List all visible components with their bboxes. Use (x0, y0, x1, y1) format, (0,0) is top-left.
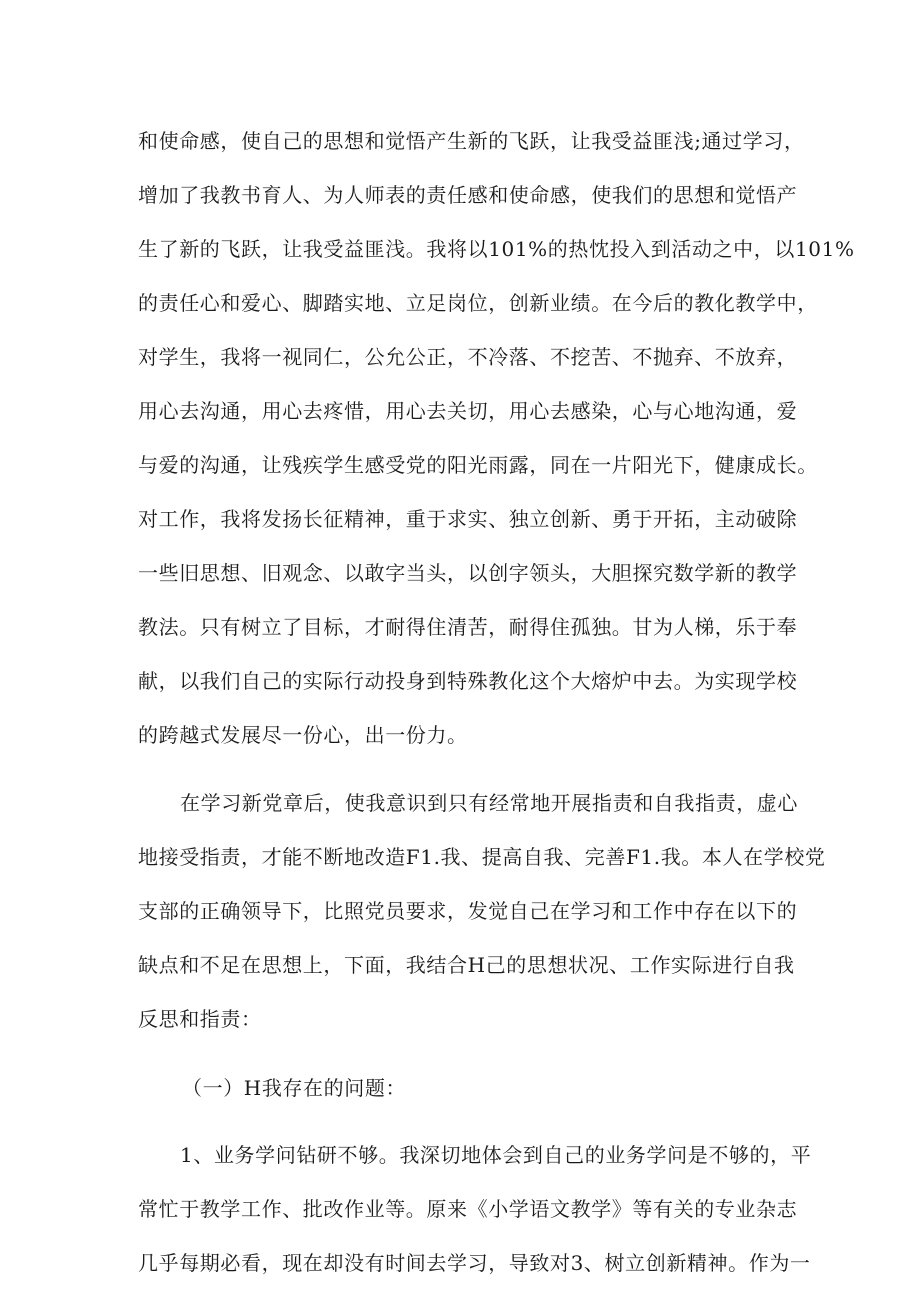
text-line: 地接受指责，才能不断地改造F1.我、提高自我、完善F1.我。本人在学校党 (138, 845, 826, 869)
text-line: 几乎每期必看，现在却没有时间去学习，导致对3、树立创新精神。作为一 (138, 1251, 811, 1275)
section-heading: （一）H我存在的问题： (182, 1076, 407, 1100)
text-line: 献，以我们自己的实际行动投身到特殊教化这个大熔炉中去。为实现学校 (138, 669, 798, 693)
paragraph-first-line: 在学习新党章后，使我意识到只有经常地开展指责和自我指责，虚心 (180, 791, 798, 815)
text-line: 增加了我教书育人、为人师表的责任感和使命感，使我们的思想和觉悟产 (138, 183, 798, 207)
text-line: 支部的正确领导下，比照党员要求，发觉自己在学习和工作中存在以下的 (138, 899, 798, 923)
text-line: 常忙于教学工作、批改作业等。原来《小学语文教学》等有关的专业杂志 (138, 1197, 798, 1221)
text-line: 和使命感，使自己的思想和觉悟产生新的飞跃，让我受益匪浅;通过学习， (138, 129, 805, 153)
paragraph-first-line: 1、业务学问钻研不够。我深切地体会到自己的业务学问是不够的，平 (180, 1143, 812, 1167)
text-line: 的责任心和爱心、脚踏实地、立足岗位，创新业绩。在今后的教化教学中， (138, 291, 818, 315)
text-line: 对学生，我将一视同仁，公允公正，不冷落、不挖苦、不抛弃、不放弃， (138, 345, 798, 369)
text-line: 生了新的飞跃，让我受益匪浅。我将以101%的热忱投入到活动之中，以101% (138, 237, 855, 261)
text-line: 与爱的沟通，让残疾学生感受党的阳光雨露，同在一片阳光下，健康成长。 (138, 453, 818, 477)
text-line: 教法。只有树立了目标，才耐得住清苦，耐得住孤独。甘为人梯，乐于奉 (138, 615, 798, 639)
text-line: 缺点和不足在思想上，下面，我结合H己的思想状况、工作实际进行自我 (138, 953, 795, 977)
text-line: 用心去沟通，用心去疼惜，用心去关切，用心去感染，心与心地沟通，爱 (138, 399, 798, 423)
text-line: 的跨越式发展尽一份心，出一份力。 (138, 723, 468, 747)
text-line: 一些旧思想、旧观念、以敢字当头，以创字领头，大胆探究数学新的教学 (138, 561, 798, 585)
text-line: 对工作，我将发扬长征精神，重于求实、独立创新、勇于开拓，主动破除 (138, 507, 798, 531)
text-line: 反思和指责： (138, 1007, 262, 1031)
